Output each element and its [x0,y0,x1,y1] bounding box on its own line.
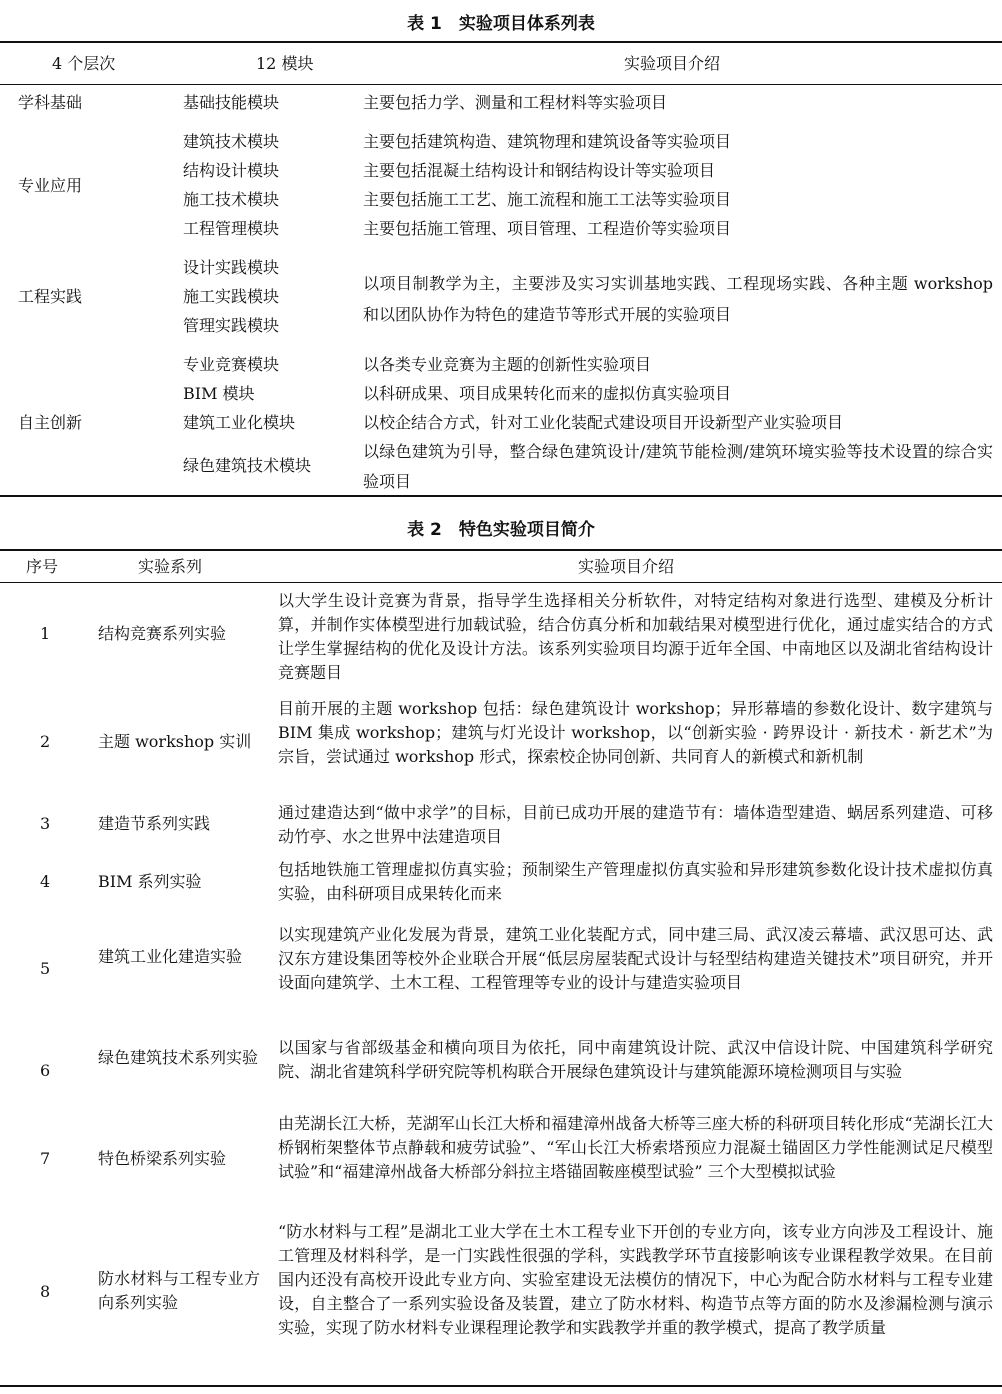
table1-module: 建筑工业化模块 [183,413,296,432]
table2-row-desc: 目前开展的主题 workshop 包括：绿色建筑设计 workshop；异形幕墙的参数化设计、数字建筑与 BIM 集成 workshop；建筑与灯光设计 workshop，以“创新实验 · 跨界设计 · 新技术 · 新艺术”为宗旨，尝试通过 workshop 形式，探索校企协同创新、共同育人的新模式和新机制 [278,699,993,766]
table2-row-series: 结构竞赛系列实验 [98,624,227,643]
table1-desc: 以科研成果、项目成果转化而来的虚拟仿真实验项目 [363,384,732,403]
table2-row-series: BIM 系列实验 [98,872,202,891]
table2-top-rule [0,549,1002,551]
table1-top-rule [0,41,1002,43]
table2-row-no: 4 [40,872,51,891]
table1-desc: 主要包括力学、测量和工程材料等实验项目 [363,93,668,112]
table2-row-desc: 以实现建筑产业化发展为背景，建筑工业化装配方式，同中建三局、武汉凌云幕墙、武汉思可达、武汉东方建设集团等校外企业联合开展“低层房屋装配式设计与轻型结构建造关键技术”项目研究，并开设面向建筑学、土木工程、工程管理等专业的设计与建造实验项目 [278,925,993,992]
table1-module: 基础技能模块 [183,93,280,112]
table2-row-series: 主题 workshop 实训 [98,732,252,751]
table2-row-series: 建筑工业化建造实验 [98,947,243,966]
table2-header-desc: 实验项目介绍 [578,557,675,576]
table1-desc: 以各类专业竞赛为主题的创新性实验项目 [363,355,652,374]
table1-desc: 主要包括施工管理、项目管理、工程造价等实验项目 [363,219,732,238]
table2-row-desc: 由芜湖长江大桥，芜湖军山长江大桥和福建漳州战备大桥等三座大桥的科研项目转化形成“芜湖长江大桥钢桁架整体节点静载和疲劳试验”、“军山长江大桥索塔预应力混凝土锚固区力学性能测试足尺模型试验”和“福建漳州战备大桥部分斜拉主塔锚固鞍座模型试验” 三个大型模拟试验 [278,1114,993,1181]
table1-title: 表 1 实验项目体系列表 [407,14,595,34]
table2-header-series: 实验系列 [138,557,203,576]
table1-header-modules: 12 模块 [256,54,314,73]
table2-row-series: 建造节系列实践 [98,814,211,833]
table1-desc: 主要包括混凝土结构设计和钢结构设计等实验项目 [363,161,716,180]
table1-module: 绿色建筑技术模块 [183,456,312,475]
table2-row-no: 3 [40,814,51,833]
table2-row-no: 6 [40,1061,51,1080]
table1-level: 学科基础 [18,93,83,112]
table1-desc: 以项目制教学为主，主要涉及实习实训基地实践、工程现场实践、各种主题 workshop 和以团队协作为特色的建造节等形式开展的实验项目 [363,274,993,324]
table2-row-desc: 以国家与省部级基金和横向项目为依托，同中南建筑设计院、武汉中信设计院、中国建筑科学研究院、湖北省建筑科学研究院等机构联合开展绿色建筑设计与建筑能源环境检测项目与实验 [278,1038,993,1081]
table2-row-no: 7 [40,1149,51,1168]
table1-module: 结构设计模块 [183,161,280,180]
table1-module: 管理实践模块 [183,316,280,335]
table2-row-series: 防水材料与工程专业方向系列实验 [98,1269,260,1312]
table1-level: 自主创新 [18,413,83,432]
table1-header-level: 4 个层次 [52,54,116,73]
table1-module: 施工技术模块 [183,190,280,209]
table1-header-rule [0,84,1002,85]
table2-row-desc: 通过建造达到“做中求学”的目标，目前已成功开展的建造节有：墙体造型建造、蜗居系列建造、可移动竹亭、水之世界中法建造项目 [278,803,993,846]
table2-row-desc: 包括地铁施工管理虚拟仿真实验；预制梁生产管理虚拟仿真实验和异形建筑参数化设计技术虚拟仿真实验，由科研项目成果转化而来 [278,860,993,903]
table1-desc: 以绿色建筑为引导，整合绿色建筑设计/建筑节能检测/建筑环境实验等技术设置的综合实验项目 [363,442,993,491]
table2-row-no: 1 [40,624,51,643]
table2-bottom-rule [0,1385,1002,1387]
table2-row-series: 绿色建筑技术系列实验 [98,1048,259,1067]
table2-row-no: 5 [40,959,51,978]
table1-module: 施工实践模块 [183,287,280,306]
table1-module: 设计实践模块 [183,258,280,277]
table1-header-desc: 实验项目介绍 [624,54,721,73]
table1-bottom-rule [0,495,1002,497]
table1-desc: 主要包括建筑构造、建筑物理和建筑设备等实验项目 [363,132,732,151]
table2-header-no: 序号 [26,557,59,576]
table2-row-desc: “防水材料与工程”是湖北工业大学在土木工程专业下开创的专业方向，该专业方向涉及工程设计、施工管理及材料科学，是一门实践性很强的学科，实践教学环节直接影响该专业课程教学效果。在目前国内还没有高校开设此专业方向、实验室建设无法模仿的情况下，中心为配合防水材料与工程专业建设，自主整合了一系列实验设备及装置，建立了防水材料、构造节点等方面的防水及渗漏检测与演示实验，实现了防水材料专业课程理论教学和实践教学并重的教学模式，提高了教学质量 [278,1222,993,1337]
table2-header-rule [0,582,1002,583]
table1-module: 建筑技术模块 [183,132,280,151]
table1-module: 专业竞赛模块 [183,355,280,374]
table1-module: BIM 模块 [183,384,255,403]
table1-module: 工程管理模块 [183,219,280,238]
table1-desc: 以校企结合方式，针对工业化装配式建设项目开设新型产业实验项目 [363,413,844,432]
table2-row-desc: 以大学生设计竞赛为背景，指导学生选择相关分析软件，对特定结构对象进行选型、建模及分析计算，并制作实体模型进行加载试验，结合仿真分析和加载结果对模型进行优化，通过虚实结合的方式让学生掌握结构的优化及设计方法。该系列实验项目均源于近年全国、中南地区以及湖北省结构设计竞赛题目 [278,591,993,682]
table2-row-no: 8 [40,1282,51,1301]
table1-level: 工程实践 [18,287,83,306]
table2-title: 表 2 特色实验项目简介 [407,520,595,540]
table1-level: 专业应用 [18,176,83,195]
table1-desc: 主要包括施工工艺、施工流程和施工工法等实验项目 [363,190,732,209]
table2-row-no: 2 [40,732,51,751]
table2-row-series: 特色桥梁系列实验 [98,1149,227,1168]
